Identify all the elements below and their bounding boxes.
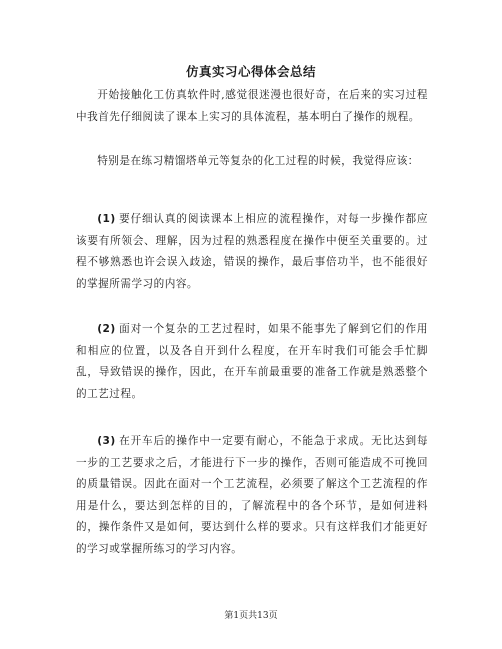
paragraph-number: (2) [97,323,116,335]
paragraph-number: (3) [97,435,116,447]
paragraph-point-3 [76,431,428,560]
paragraph-text: 特别是在练习精馏塔单元等复杂的化工过程的时候，我觉得应该： [97,155,419,167]
paragraph-text: 面对一个复杂的工艺过程时，如果不能事先了解到它们的作用和相应的位置，以及各自开到什么程度，在开车时我们可能会手忙脚乱，导致错误的操作，因此，在开车前最重要的准备工作就是熟悉整个的工艺过程。 [76,323,428,400]
paragraph-text: 开始接触化工仿真软件时,感觉很迷漫也很好奇，在后来的实习过程中我首先仔细阅读了课本上实习的具体流程，基本明白了操作的规程。 [76,89,428,123]
page-footer: 第1页共13页 [224,611,278,621]
paragraph-text: 要仔细认真的阅读课本上相应的流程操作，对每一步操作都应该要有所领会、理解，因为过程的熟悉程度在操作中便至关重要的。过程不够熟悉也许会误入歧途，错误的操作，最后事倍功半，也不能很好的掌握所需学习的内容。 [76,213,428,290]
paragraph-intro [76,85,428,128]
document-title: 仿真实习心得体会总结 [185,64,316,79]
paragraph-text: 在开车后的操作中一定要有耐心，不能急于求成。无比达到每一步的工艺要求之后，才能进行下一步的操作，否则可能造成不可挽回的质量错误。因此在面对一个工艺流程，必须要了解这个工艺流程的作用是什么，要达到怎样的目的，了解流程中的各个环节，是如何进料的，操作条件又是如何，要达到什么样的要求。只有这样我们才能更好的学习或掌握所练习的学习内容。 [76,435,428,555]
paragraph-number: (1) [97,213,116,225]
paragraph-point-2 [76,319,428,405]
paragraph-lead [76,151,428,173]
paragraph-point-1 [76,209,428,295]
